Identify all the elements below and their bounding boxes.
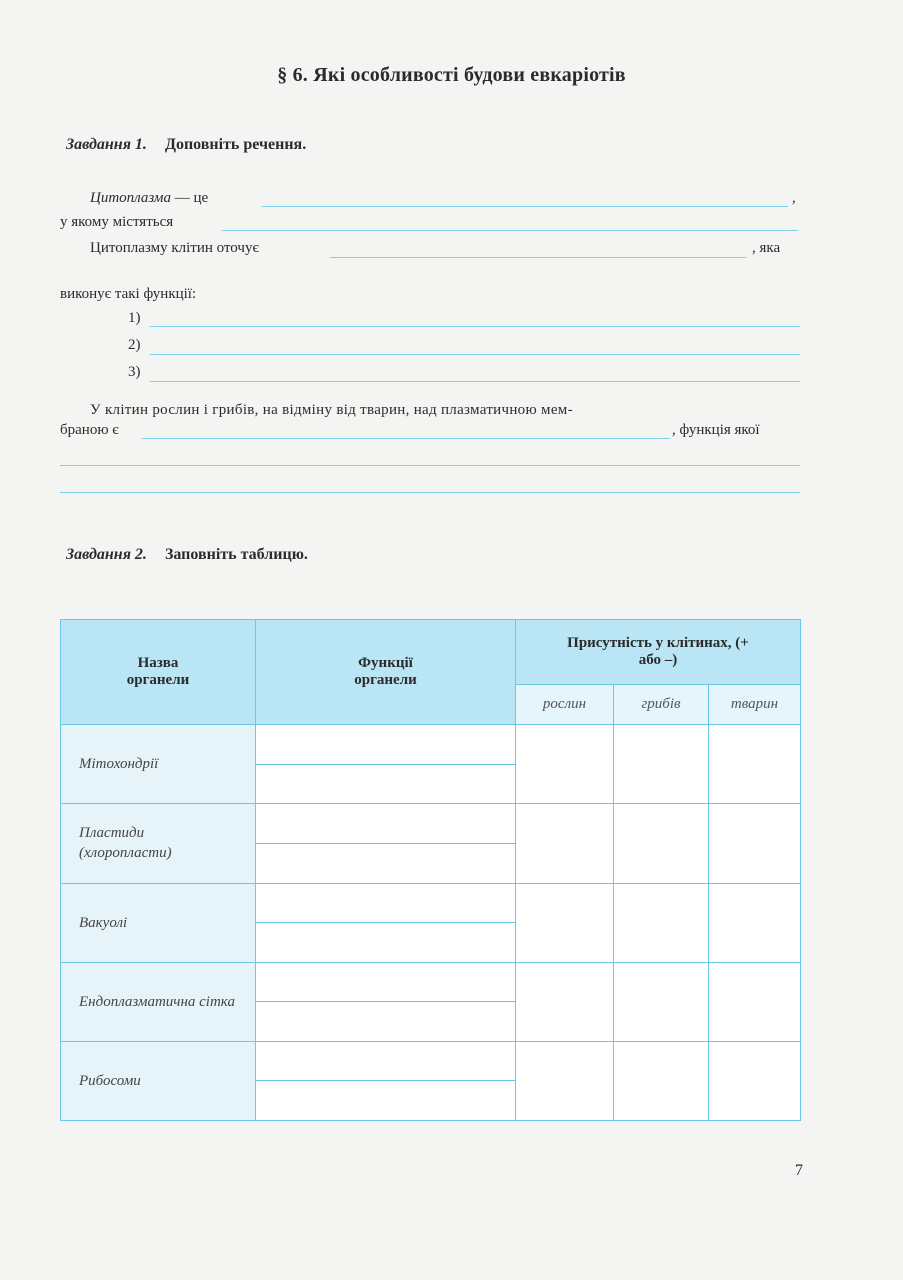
task-1-number: Завдання 1. [66,136,147,153]
sentence-which: , яка [752,240,781,256]
term-cytoplasm: Цитоплазма [90,190,171,206]
answer-line-membrane[interactable] [142,438,670,439]
sentence-comma: , [792,190,796,206]
functions-cell[interactable] [256,883,516,962]
paragraph-line-2-start: браною є [60,422,119,438]
organelle-name: Рибосоми [61,1041,256,1120]
organelle-name: Пластиди (хлоропласти) [61,804,256,883]
organelle-name: Ендоплазматична сітка [61,962,256,1041]
header-organelle-functions: Функції органели [256,620,516,725]
fungi-cell[interactable] [614,804,709,883]
page-title: § 6. Які особливості будови евкаріотів [277,64,626,86]
functions-cell[interactable] [256,804,516,883]
functions-cell[interactable] [256,725,516,804]
answer-line-function-desc-1[interactable] [60,465,800,466]
table-row [61,804,801,883]
animals-cell[interactable] [709,804,801,883]
function-item-label: 3) [128,364,141,380]
plants-cell[interactable] [516,725,614,804]
paragraph-line-1: У клітин рослин і грибів, на відміну від тварин, над плазматичною мем- [90,402,573,418]
sentence-contains: у якому містяться [60,214,174,230]
plants-cell[interactable] [516,804,614,883]
animals-cell[interactable] [709,1041,801,1120]
plants-cell[interactable] [516,962,614,1041]
header-animals: тварин [709,685,801,725]
organelle-table [60,619,801,1121]
table-row [61,883,801,962]
task-2-text: Заповніть таблицю. [164,546,308,563]
answer-line-cytoplasm[interactable] [262,206,788,207]
task-2-number: Завдання 2. [66,546,147,563]
function-item-label: 1) [128,310,141,326]
header-fungi: грибів [614,685,709,725]
plants-cell[interactable] [516,1041,614,1120]
fungi-cell[interactable] [614,962,709,1041]
functions-cell[interactable] [256,962,516,1041]
paragraph-line-2-end: , функція якої [672,422,760,438]
fungi-cell[interactable] [614,883,709,962]
answer-line-function-3[interactable] [150,381,800,382]
sentence-surrounds: Цитоплазму клітин оточує [90,240,259,256]
answer-line-function-1[interactable] [150,326,800,327]
answer-line-surrounds[interactable] [330,257,746,258]
table-row [61,1041,801,1120]
animals-cell[interactable] [709,962,801,1041]
sentence-functions: виконує такі функції: [60,286,197,302]
header-presence: Присутність у клітинах, (+ або –) [516,620,801,685]
fungi-cell[interactable] [614,1041,709,1120]
plants-cell[interactable] [516,883,614,962]
organelle-name: Вакуолі [61,883,256,962]
function-item-label: 2) [128,337,141,353]
functions-cell[interactable] [256,1041,516,1120]
answer-line-contains[interactable] [222,230,798,231]
organelle-name: Мітохондрії [61,725,256,804]
animals-cell[interactable] [709,883,801,962]
task-1-text: Доповніть речення. [164,136,307,153]
sentence-cytoplasm [90,190,208,207]
table-row [61,725,801,804]
animals-cell[interactable] [709,725,801,804]
sentence-cytoplasm-rest: — це [170,190,209,206]
page-number: 7 [795,1162,803,1179]
answer-line-function-2[interactable] [150,354,800,355]
header-plants: рослин [516,685,614,725]
task-2-heading [66,546,308,564]
fungi-cell[interactable] [614,725,709,804]
table-row [61,962,801,1041]
answer-line-function-desc-2[interactable] [60,492,800,493]
header-organelle-name: Назва органели [61,620,256,725]
task-1-heading [66,136,306,154]
